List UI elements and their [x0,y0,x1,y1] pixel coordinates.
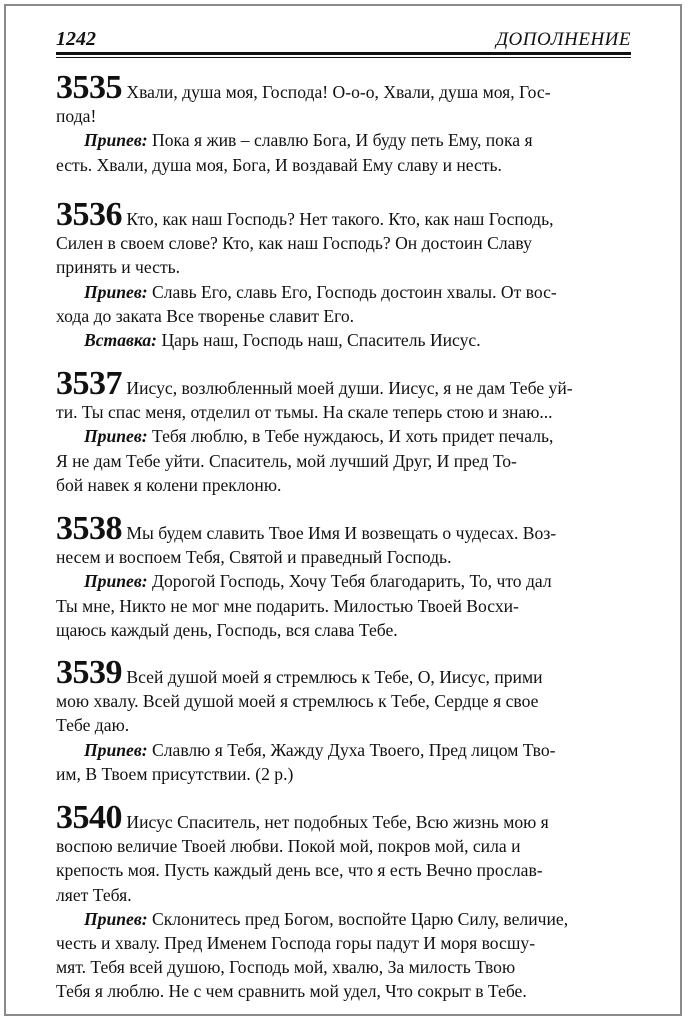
hymn-number: 3540 [56,799,122,836]
refrain-line: Склонитесь пред Богом, воспойте Царю Силу, величие, [152,908,569,929]
hymn-3539 [56,654,556,786]
hymn-line: Кто, как наш Господь? Нет такого. Кто, как наш Господь, [126,209,554,229]
page-number: 1242 [56,28,96,50]
refrain-label: Припев: [84,571,148,592]
refrain-line: есть. Хвали, душа моя, Бога, И воздавай Ему славу и несть. [56,154,502,175]
hymn-line: Силен в своем слове? Кто, как наш Господь? Он достоин Славу [56,233,532,254]
running-title: ДОПОЛНЕНИЕ [495,29,631,50]
refrain-label: Припев: [84,739,148,760]
refrain-line: Ты мне, Никто не мог мне подарить. Милостью Твоей Восхи- [56,595,519,616]
page-header [56,24,631,52]
refrain-line: мят. Тебя всей душою, Господь мой, хвалю, За милость Твою [56,957,516,978]
refrain-line: бой навек я колени преклоню. [56,474,282,495]
refrain-line: Дорогой Господь, Хочу Тебя благодарить, То, что дал [152,571,552,592]
hymn-number: 3539 [56,654,122,691]
hymn-line: пода! [56,106,97,127]
hymn-3537 [56,365,573,497]
hymn-number: 3536 [56,196,122,233]
hymn-line: Хвали, душа моя, Господа! О-о-о, Хвали, душа моя, Гос- [126,82,551,102]
hymn-line: несем и воспоем Тебя, Святой и праведный Господь. [56,547,452,568]
refrain-line: Пока я жив – славлю Бога, И буду петь Ему, пока я [152,130,533,151]
hymn-line: Тебе даю. [56,715,130,736]
refrain-label: Припев: [84,130,148,151]
refrain-line: Я не дам Тебе уйти. Спаситель, мой лучший Друг, И пред То- [56,450,517,471]
hymn-line: ти. Ты спас меня, отделил от тьмы. На скале теперь стою и знаю... [56,402,553,423]
hymn-3536 [56,196,557,352]
hymn-line: Иисус, возлюбленный моей души. Иисус, я не дам Тебе уй- [126,378,573,398]
refrain-line: Тебя люблю, в Тебе нуждаюсь, И хоть придет печаль, [152,426,554,447]
refrain-line: честь и хвалу. Пред Именем Господа горы падут И моря восшу- [56,933,536,954]
insert-label: Вставка: [84,330,158,351]
refrain-line: Тебя я люблю. Не с чем сравнить мой удел, Что сокрыт в Тебе. [56,981,527,1002]
refrain-line: щаюсь каждый день, Господь, вся слава Тебе. [56,619,398,640]
hymn-number: 3538 [56,510,122,547]
refrain-label: Припев: [84,281,148,302]
refrain-label: Припев: [84,426,148,447]
insert-line: Царь наш, Господь наш, Спаситель Иисус. [161,330,481,351]
hymn-3538 [56,510,557,642]
hymn-number: 3535 [56,69,122,106]
hymn-line: крепость моя. Пусть каждый день все, что я есть Вечно прослав- [56,860,543,881]
refrain-line: Славлю я Тебя, Жажду Духа Твоего, Пред лицом Тво- [152,739,556,760]
hymn-line: Всей душой моей я стремлюсь к Тебе, О, Иисус, прими [126,667,543,687]
hymn-3535 [56,69,551,177]
hymn-line: Мы будем славить Твое Имя И возвещать о чудесах. Воз- [126,523,557,543]
hymn-number: 3537 [56,365,122,402]
refrain-label: Припев: [84,908,148,929]
refrain-line: хода до заката Все творенье славит Его. [56,305,355,326]
hymn-line: ляет Тебя. [56,884,132,905]
hymn-line: принять и честь. [56,257,181,278]
refrain-line: Славь Его, славь Его, Господь достоин хвалы. От вос- [152,281,557,302]
hymn-line: воспою величие Твоей любви. Покой мой, покров мой, сила и [56,836,521,857]
hymn-3540 [56,799,569,1004]
header-rule-thin [56,57,631,58]
hymn-line: Иисус Спаситель, нет подобных Тебе, Всю жизнь мою я [126,812,549,832]
refrain-line: им, В Твоем присутствии. (2 р.) [56,763,294,784]
header-rule-thick [56,52,631,55]
hymn-line: мою хвалу. Всей душой моей я стремлюсь к Тебе, Сердце я свое [56,691,539,712]
